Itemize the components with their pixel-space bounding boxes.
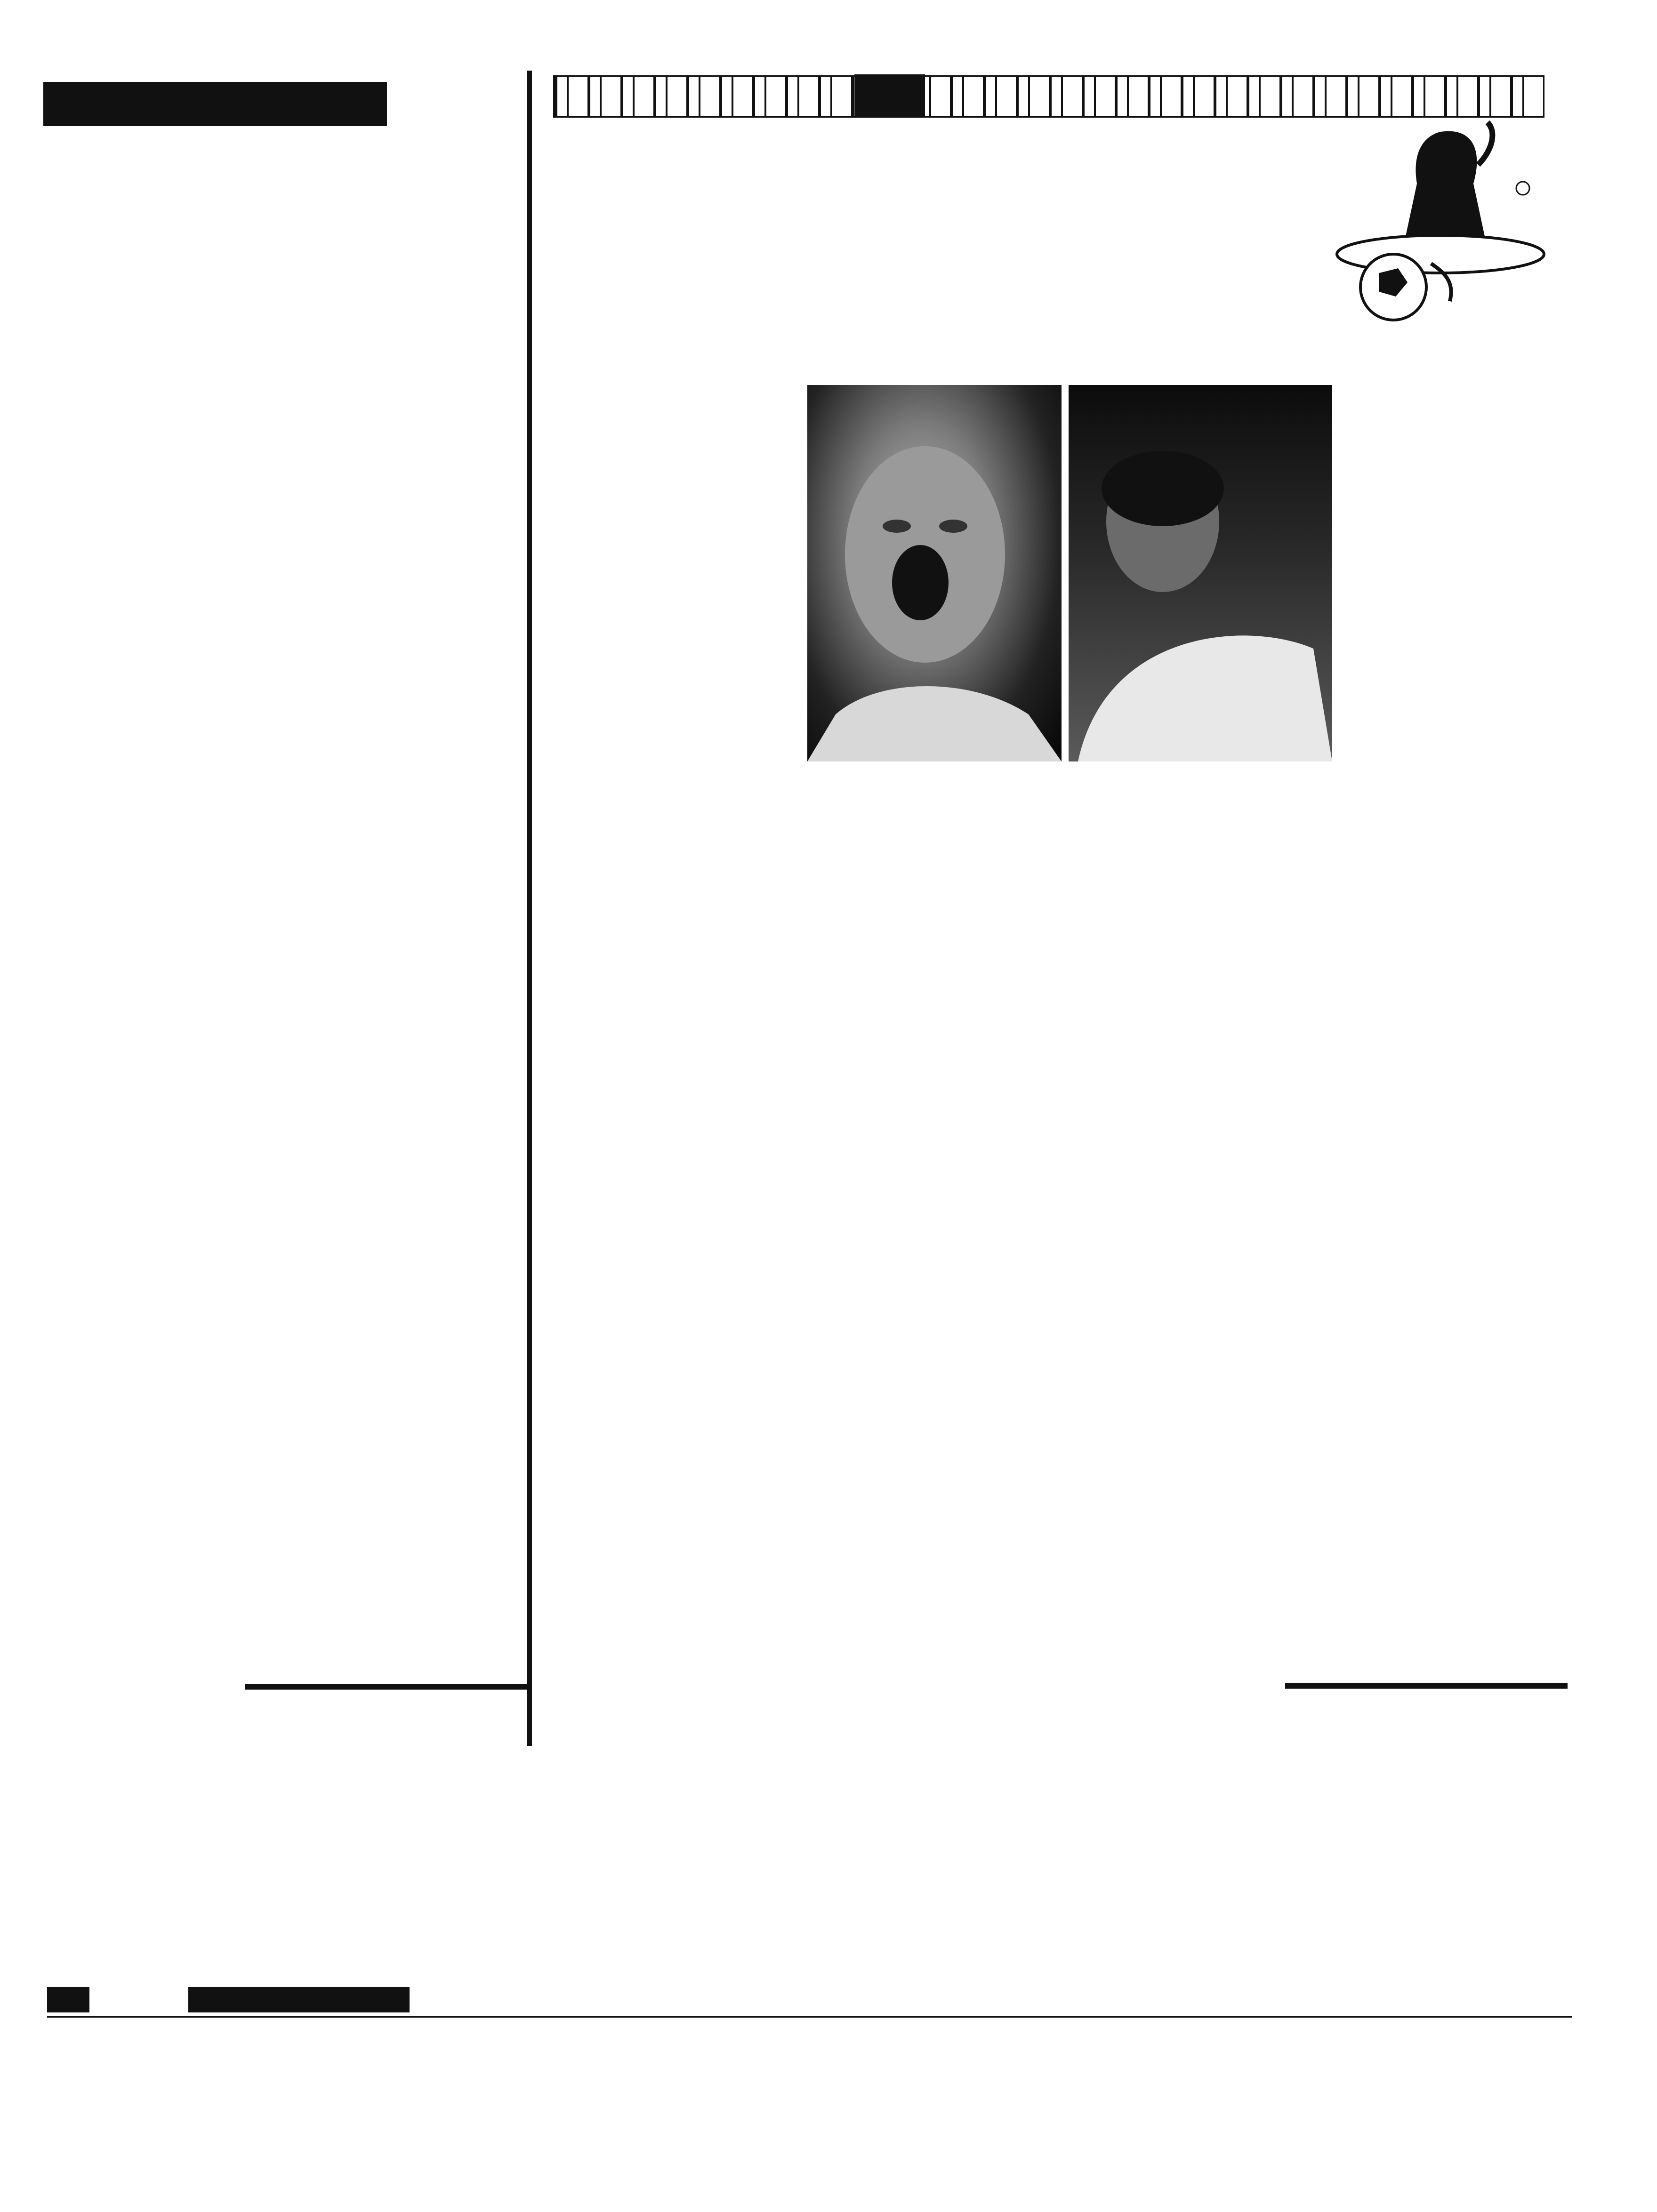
main-column-1 xyxy=(553,391,793,1661)
footer xyxy=(47,1987,1572,2015)
microscopio-header xyxy=(52,1667,527,1675)
microscopio-rule xyxy=(245,1684,527,1690)
page-number xyxy=(47,1987,89,2012)
column-divider xyxy=(527,71,532,1746)
pique-mascot xyxy=(1332,113,1549,334)
zagalo-portrait xyxy=(807,385,1062,761)
main-column-2 xyxy=(807,806,1062,1700)
photo-tele-santana xyxy=(1069,385,1332,761)
agenda-header xyxy=(1069,1666,1570,1675)
header-hatch-band xyxy=(553,75,1544,118)
footer-rule xyxy=(47,2016,1572,2018)
microscopio-col2 xyxy=(301,1716,523,1718)
santana-portrait xyxy=(1069,385,1332,761)
agenda-rule xyxy=(1285,1683,1568,1689)
pique-mascot-illustration xyxy=(1332,113,1549,334)
agenda-col1 xyxy=(1069,1718,1313,1727)
paper-name xyxy=(188,1987,410,2012)
dl-logo xyxy=(854,74,925,116)
left-column xyxy=(38,71,508,1906)
main-column-3 xyxy=(1069,806,1323,1700)
ponta-esquerda-logo xyxy=(38,71,508,188)
photo-mario-zagalo xyxy=(807,385,1062,761)
main-column-4 xyxy=(1325,389,1570,1707)
